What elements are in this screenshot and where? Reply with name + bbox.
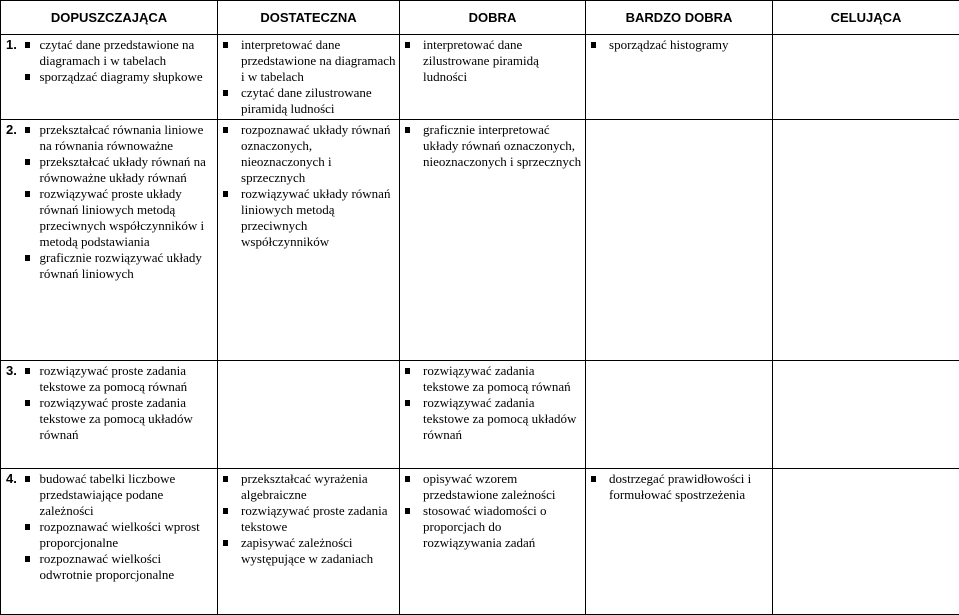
requirement-text: rozwiązywać zadania tekstowe za pomocą układów równań [423, 395, 576, 442]
square-bullet-icon [25, 400, 30, 406]
square-bullet-icon [25, 159, 30, 165]
square-bullet-icon [223, 191, 228, 197]
square-bullet-icon [405, 508, 410, 514]
requirement-list [588, 37, 770, 53]
row-number: 1. [1, 35, 20, 120]
list-item [22, 122, 216, 154]
header-row [1, 1, 959, 35]
list-item [220, 535, 397, 567]
requirement-text: przekształcać równania liniowe na równania równoważne [40, 122, 204, 153]
list-item [402, 122, 583, 170]
table-row [1, 35, 959, 120]
requirement-text: opisywać wzorem przedstawione zależności [423, 471, 555, 502]
square-bullet-icon [405, 127, 410, 133]
requirement-list [22, 37, 216, 85]
cell-celujaca [773, 35, 959, 120]
header-dobra: DOBRA [400, 1, 586, 35]
list-item [402, 503, 583, 551]
requirement-list [220, 122, 397, 250]
cell-dopuszczajaca [20, 120, 218, 361]
requirement-text: czytać dane przedstawione na diagramach i w tabelach [40, 37, 195, 68]
list-item [588, 37, 770, 53]
cell-dostateczna [218, 361, 400, 469]
square-bullet-icon [591, 476, 596, 482]
cell-bardzo-dobra [586, 361, 773, 469]
square-bullet-icon [223, 42, 228, 48]
square-bullet-icon [591, 42, 596, 48]
cell-celujaca [773, 361, 959, 469]
square-bullet-icon [25, 255, 30, 261]
list-item [220, 186, 397, 250]
list-item [220, 503, 397, 535]
header-celujaca: CELUJĄCA [773, 1, 959, 35]
cell-bardzo-dobra [586, 469, 773, 615]
list-item [22, 250, 216, 282]
requirement-list [220, 471, 397, 567]
requirement-list [22, 471, 216, 583]
list-item [220, 37, 397, 85]
requirement-list [22, 122, 216, 282]
square-bullet-icon [405, 400, 410, 406]
requirement-text: stosować wiadomości o proporcjach do rozwiązywania zadań [423, 503, 546, 550]
table-row [1, 469, 959, 615]
table-row [1, 120, 959, 361]
cell-dopuszczajaca [20, 361, 218, 469]
requirement-text: interpretować dane przedstawione na diagramach i w tabelach [241, 37, 395, 84]
list-item [22, 471, 216, 519]
square-bullet-icon [223, 508, 228, 514]
list-item [22, 395, 216, 443]
list-item [588, 471, 770, 503]
square-bullet-icon [223, 127, 228, 133]
requirement-text: rozwiązywać proste zadania tekstowe za pomocą równań [40, 363, 188, 394]
list-item [22, 186, 216, 250]
requirement-text: rozwiązywać proste układy równań liniowych metodą przeciwnych współczynników i metodą podstawiania [40, 186, 205, 249]
list-item [220, 122, 397, 186]
requirement-text: przekształcać wyrażenia algebraiczne [241, 471, 368, 502]
square-bullet-icon [405, 476, 410, 482]
list-item [402, 471, 583, 503]
requirement-text: rozwiązywać proste zadania tekstowe [241, 503, 388, 534]
requirement-list [402, 122, 583, 170]
list-item [22, 154, 216, 186]
square-bullet-icon [405, 368, 410, 374]
square-bullet-icon [223, 90, 228, 96]
cell-dopuszczajaca [20, 35, 218, 120]
list-item [22, 363, 216, 395]
list-item [22, 37, 216, 69]
requirement-text: rozpoznawać wielkości wprost proporcjonalne [40, 519, 200, 550]
cell-dobra [400, 361, 586, 469]
requirement-text: czytać dane zilustrowane piramidą ludności [241, 85, 372, 116]
requirement-text: sporządzać histogramy [609, 37, 728, 52]
row-number: 2. [1, 120, 20, 361]
list-item [22, 69, 216, 85]
cell-bardzo-dobra [586, 35, 773, 120]
square-bullet-icon [25, 127, 30, 133]
requirement-text: rozpoznawać wielkości odwrotnie proporcjonalne [40, 551, 175, 582]
cell-celujaca [773, 120, 959, 361]
square-bullet-icon [25, 556, 30, 562]
requirement-text: rozpoznawać układy równań oznaczonych, nieoznaczonych i sprzecznych [241, 122, 390, 185]
requirement-text: interpretować dane zilustrowane piramidą ludności [423, 37, 539, 84]
cell-dopuszczajaca [20, 469, 218, 615]
list-item [402, 363, 583, 395]
requirement-text: rozwiązywać układy równań liniowych metodą przeciwnych współczynników [241, 186, 390, 249]
requirement-text: dostrzegać prawidłowości i formułować spostrzeżenia [609, 471, 751, 502]
requirement-list [22, 363, 216, 443]
requirement-text: graficznie rozwiązywać układy równań liniowych [40, 250, 202, 281]
square-bullet-icon [223, 540, 228, 546]
requirement-text: sporządzać diagramy słupkowe [40, 69, 203, 84]
requirement-text: przekształcać układy równań na równoważne układy równań [40, 154, 206, 185]
list-item [402, 37, 583, 85]
requirement-text: budować tabelki liczbowe przedstawiające podane zależności [40, 471, 176, 518]
cell-dobra [400, 120, 586, 361]
row-number: 3. [1, 361, 20, 469]
cell-dostateczna [218, 35, 400, 120]
square-bullet-icon [25, 42, 30, 48]
square-bullet-icon [25, 191, 30, 197]
square-bullet-icon [25, 74, 30, 80]
table-row [1, 361, 959, 469]
row-number: 4. [1, 469, 20, 615]
requirement-list [402, 363, 583, 443]
header-bardzo-dobra: BARDZO DOBRA [586, 1, 773, 35]
square-bullet-icon [25, 524, 30, 530]
header-dostateczna: DOSTATECZNA [218, 1, 400, 35]
requirement-text: graficznie interpretować układy równań oznaczonych, nieoznaczonych i sprzecznych [423, 122, 581, 169]
cell-dobra [400, 469, 586, 615]
cell-dobra [400, 35, 586, 120]
cell-dostateczna [218, 469, 400, 615]
cell-bardzo-dobra [586, 120, 773, 361]
square-bullet-icon [25, 476, 30, 482]
square-bullet-icon [25, 368, 30, 374]
requirement-text: zapisywać zależności występujące w zadaniach [241, 535, 373, 566]
cell-dostateczna [218, 120, 400, 361]
list-item [220, 471, 397, 503]
square-bullet-icon [405, 42, 410, 48]
list-item [402, 395, 583, 443]
requirement-text: rozwiązywać zadania tekstowe za pomocą równań [423, 363, 571, 394]
list-item [22, 519, 216, 551]
list-item [220, 85, 397, 117]
requirement-list [588, 471, 770, 503]
square-bullet-icon [223, 476, 228, 482]
requirement-list [220, 37, 397, 117]
requirement-list [402, 37, 583, 85]
requirement-list [402, 471, 583, 551]
requirement-text: rozwiązywać proste zadania tekstowe za pomocą układów równań [40, 395, 193, 442]
cell-celujaca [773, 469, 959, 615]
list-item [22, 551, 216, 583]
header-dopuszczajaca: DOPUSZCZAJĄCA [1, 1, 218, 35]
